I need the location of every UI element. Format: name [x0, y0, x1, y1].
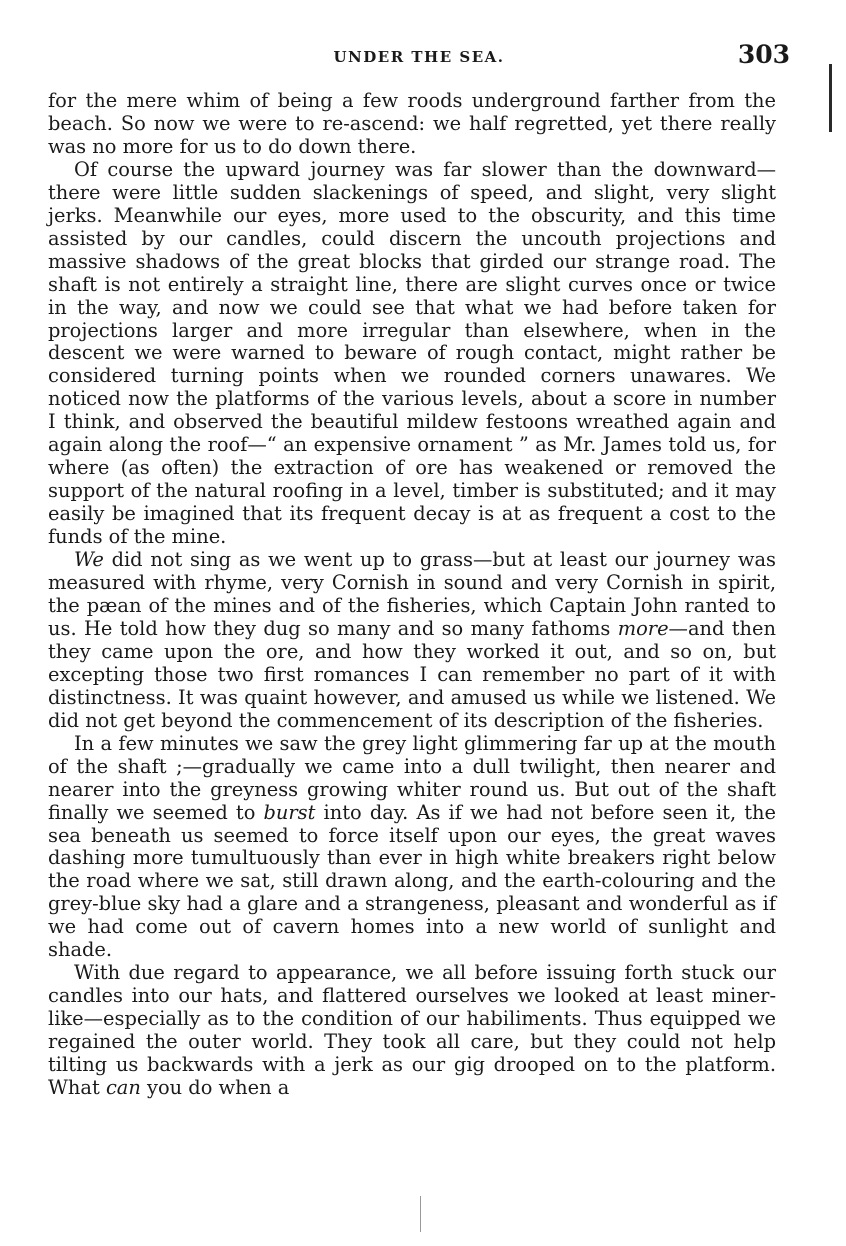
italic-can: can — [105, 1075, 141, 1099]
page-number: 303 — [737, 40, 790, 69]
paragraph-4-part-1: In a few minutes we saw the grey light glimmering far up at the mouth of the shaft ;—gradually we came into a dull twilight, then nearer and nearer into the greyness growing whiter round us. But out of the shaft finally we seemed to — [48, 731, 776, 824]
paragraph-4 — [48, 733, 776, 963]
paragraph-4-part-2: into day. As if we had not before seen it, the sea beneath us seemed to force itself upon our eyes, the great waves dashing more tumultuously than ever in high white breakers right below the road where we sat, still drawn along, and the earth-colouring and the grey-blue sky had a glare and a strangeness, pleasant and wonderful as if we had come out of cavern homes into a new world of sunlight and shade. — [48, 800, 776, 962]
paragraph-5-part-1: With due regard to appearance, we all before issuing forth stuck our candles into our hats, and flattered ourselves we looked at least miner-like—especially as to the condition of our habiliments. Thus equipped we regained the outer world. They took all care, but they could not help tilting us backwards with a jerk as our gig drooped on to the platform. What — [48, 961, 776, 1099]
paragraph-5-part-2: you do when a — [140, 1075, 290, 1099]
paragraph-5 — [48, 962, 776, 1100]
italic-we: We — [74, 548, 104, 572]
paragraph-3 — [48, 549, 776, 733]
paragraph-3-part-2: —and then they came upon the ore, and how they worked it out, and so on, but excepting those two first romances I can remember no part of it with distinctness. It was quaint however, and amused us while we listened. We did not get beyond the commencement of its description of the fisheries. — [48, 616, 777, 732]
page-header — [48, 40, 790, 80]
gutter-mark — [420, 1196, 421, 1232]
italic-burst: burst — [263, 800, 316, 824]
running-title: UNDER THE SEA. — [333, 48, 505, 66]
paragraph-3-part-1: did not sing as we went up to grass—but at least our journey was measured with rhyme, very Cornish in sound and very Cornish in spirit, the pæan of the mines and of the fisheries, which Captain John ranted to us. He told how they dug so many and so many fathoms — [48, 548, 776, 640]
body-text — [48, 90, 776, 1100]
paragraph-2: Of course the upward journey was far slower than the downward—there were little sudden slackenings of speed, and slight, very slight jerks. Meanwhile our eyes, more used to the obscurity, and this time assisted by our candles, could discern the uncouth projections and massive shadows of the great blocks that girded our strange road. The shaft is not entirely a straight line, there are slight curves once or twice in the way, and now we could see that what we had before taken for projections larger and more irregular than elsewhere, when in the descent we were warned to beware of rough contact, might rather be considered turning points when we rounded corners unawares. We noticed now the platforms of the various levels, about a score in number I think, and observed the beautiful mildew festoons wreathed again and again along the roof—“ an expensive ornament ” as Mr. James told us, for where (as often) the extraction of ore has weakened or removed the support of the natural roofing in a level, timber is substituted; and it may easily be imagined that its frequent decay is at as frequent a cost to the funds of the mine. — [48, 157, 776, 549]
margin-rule — [829, 64, 832, 132]
paragraph-1: for the mere whim of being a few roods underground farther from the beach. So now we were to re-ascend: we half regretted, yet there really was no more for us to do down there. — [48, 89, 776, 158]
italic-more: more — [617, 616, 669, 640]
